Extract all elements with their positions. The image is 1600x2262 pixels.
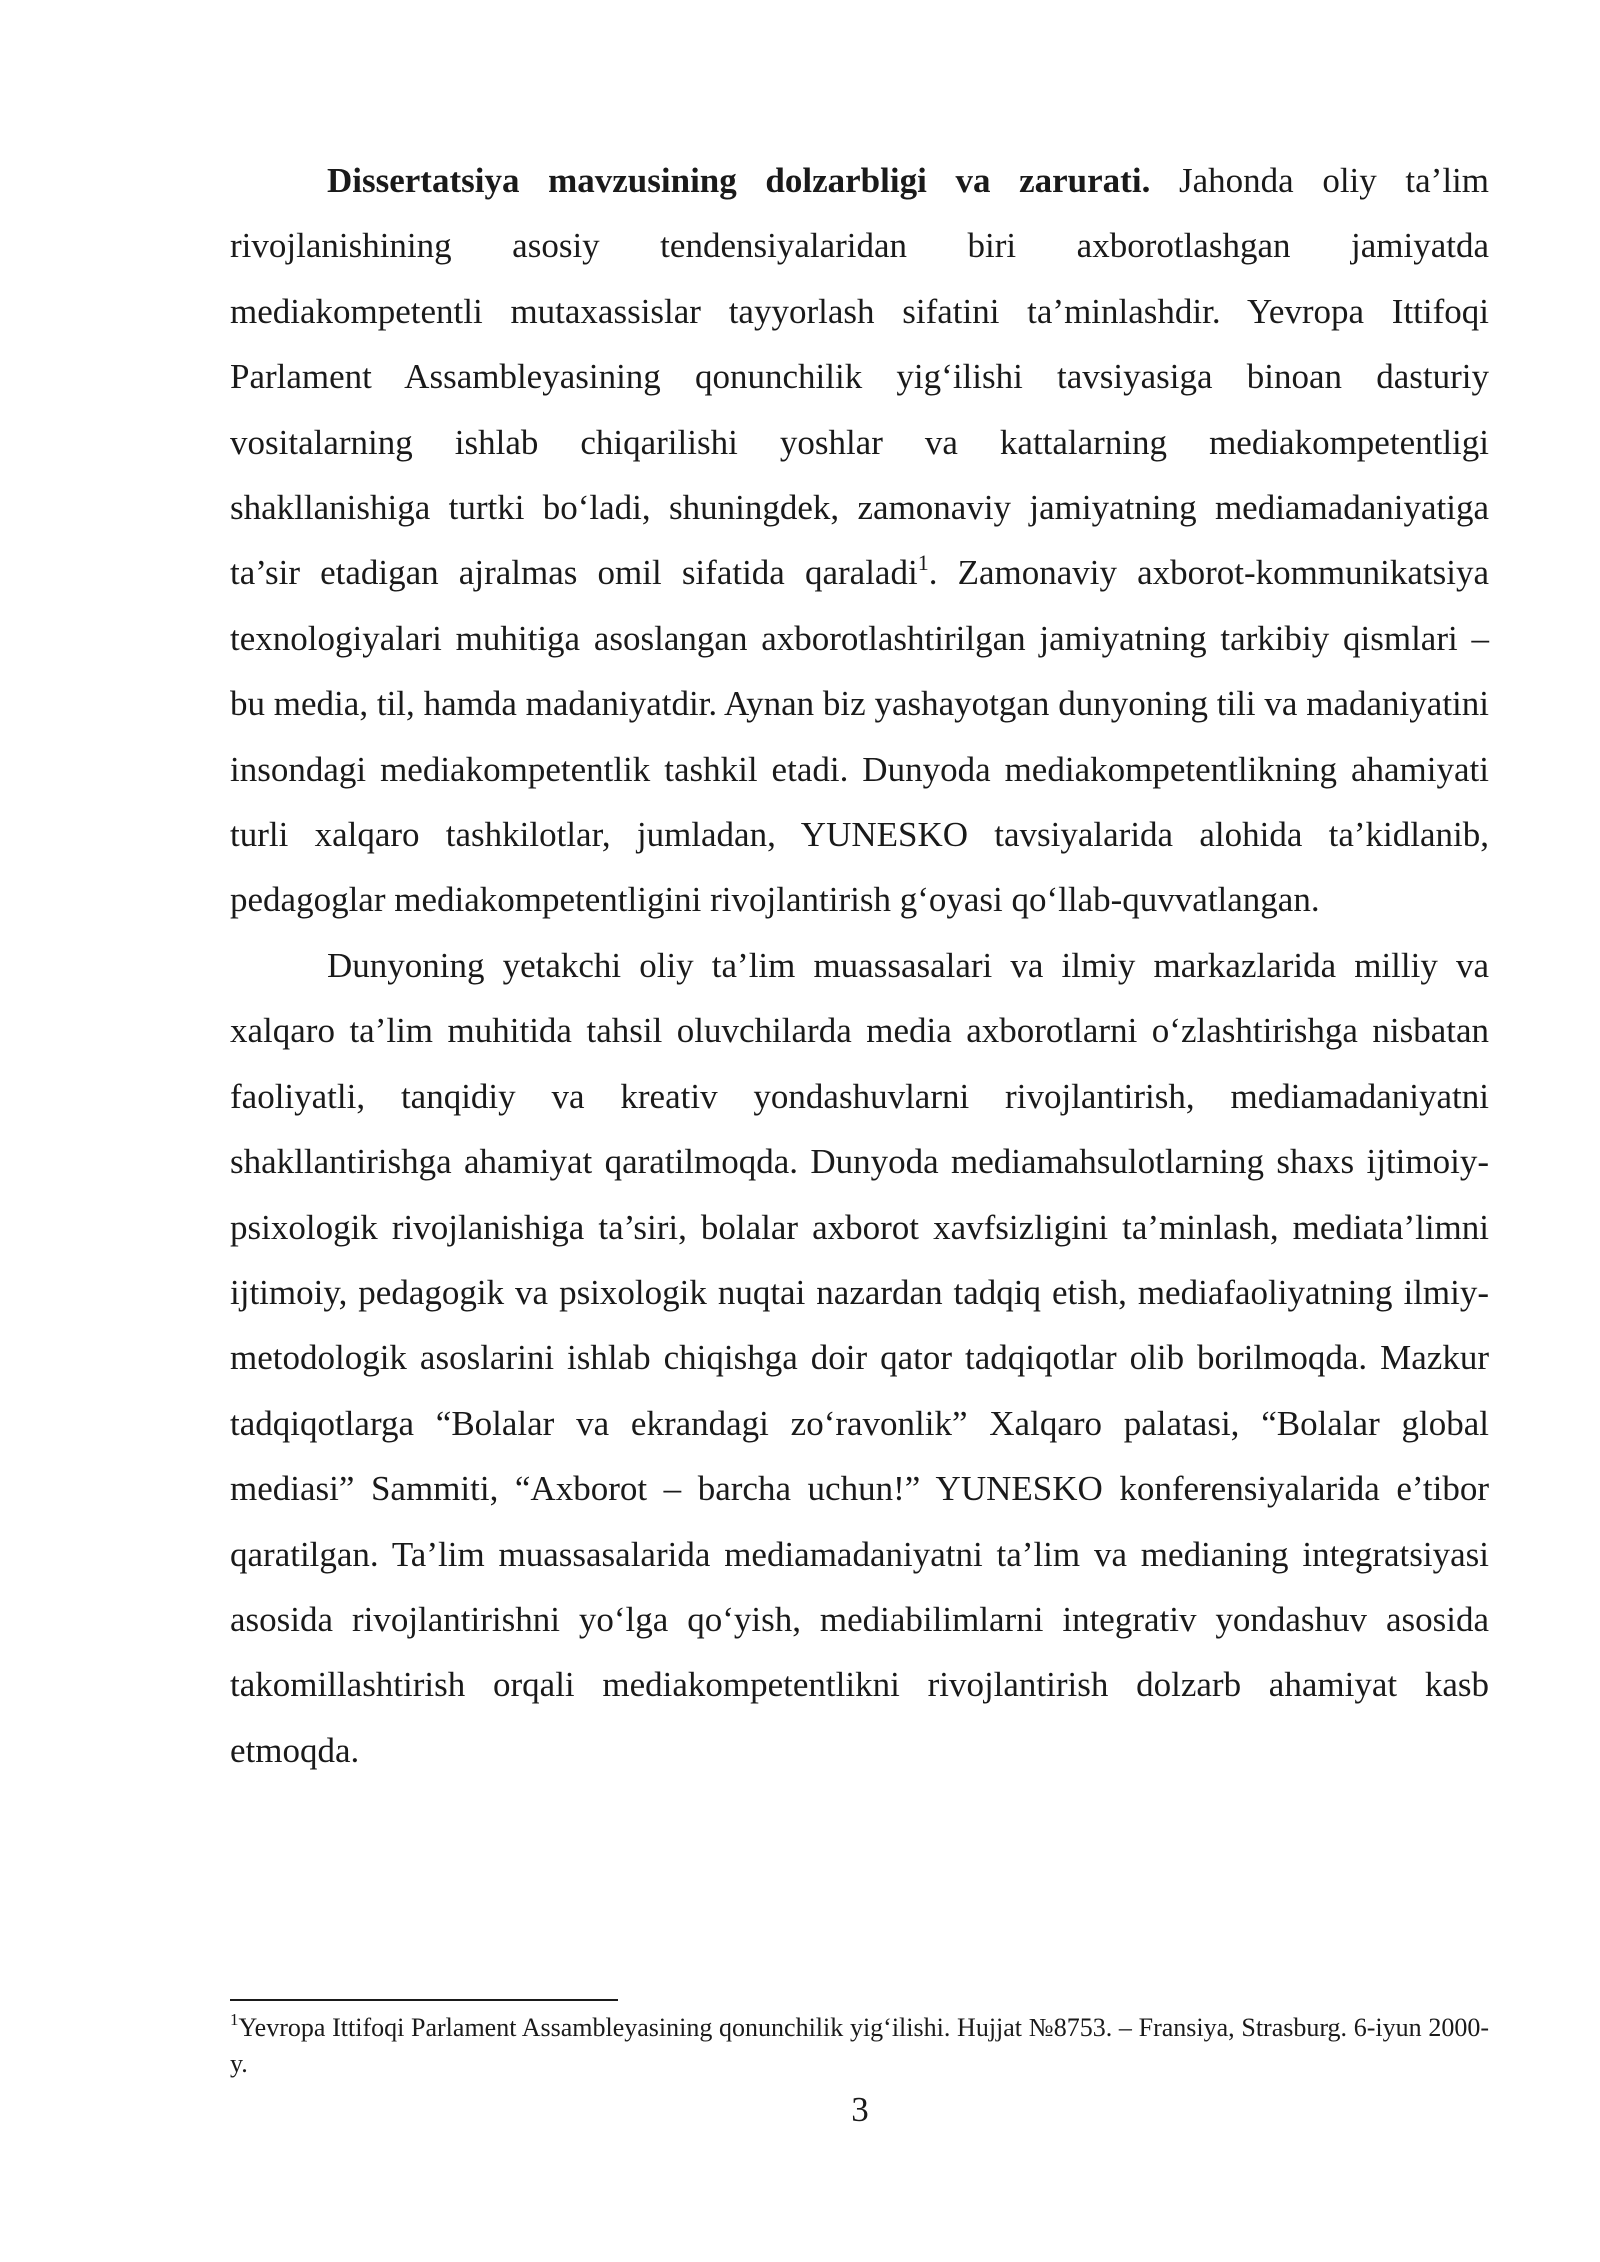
footnote-reference: 1 [917,550,929,576]
footnote-separator [230,1999,618,2001]
body-text [230,148,1489,1783]
section-heading: Dissertatsiya mavzusining dolzarbligi va zarurati. [327,161,1151,200]
paragraph-relevance [230,148,1489,933]
paragraph-research-context: Dunyoning yetakchi oliy ta’lim muassasalari va ilmiy markazlarida milliy va xalqaro ta’lim muhitida tahsil oluvchilarda media axborotlarni o‘zlashtirishga nisbatan faoliyatli, tanqidiy va kreativ yondashuvlarni rivojlantirish, mediamadaniyatni shakllantirishga ahamiyat qaratilmoqda. Dunyoda mediamahsulotlarning shaxs ijtimoiy-psixologik rivojlanishiga ta’siri, bolalar axborot xavfsizligini ta’minlash, mediata’limni ijtimoiy, pedagogik va psixologik nuqtai nazardan tadqiq etish, mediafaoliyatning ilmiy-metodologik asoslarini ishlab chiqishga doir qator tadqiqotlar olib borilmoqda. Mazkur tadqiqotlarga “Bolalar va ekrandagi zo‘ravonlik” Xalqaro palatasi, “Bolalar global mediasi” Sammiti, “Axborot – barcha uchun!” YUNESKO konferensiyalarida e’tibor qaratilgan. Ta’lim muassasalarida mediamadaniyatni ta’lim va medianing integratsiyasi asosida rivojlantirishni yo‘lga qo‘yish, mediabilimlarni integrativ yondashuv asosida takomillashtirish orqali mediakompetentlikni rivojlantirish dolzarb ahamiyat kasb etmoqda. [230,945,1489,1770]
footnote-marker: 1 [230,2010,239,2029]
page-number: 3 [851,2090,869,2129]
paragraph-text: Jahonda oliy ta’lim rivojlanishining asosiy tendensiyalaridan biri axborotlashgan jamiyatda mediakompetentli mutaxassislar tayyorlash sifatini ta’minlashdir. Yevropa Ittifoqi Parlament Assambleyasining qonunchilik yig‘ilishi tavsiyasiga binoan dasturiy vositalarning ishlab chiqarilishi yoshlar va kattalarning mediakompetentligi shakllanishiga turtki bo‘ladi, shuningdek, zamonaviy jamiyatning mediamadaniyatiga ta’sir etadigan ajralmas omil sifatida qaraladi [230,161,1490,593]
paragraph-text-continued: . Zamonaviy axborot-kommunikatsiya texnologiyalari muhitiga asoslangan axborotlashtirilgan jamiyatning tarkibiy qismlari – bu media, til, hamda madaniyatdir. Aynan biz yashayotgan dunyoning tili va madaniyatini insondagi mediakompetentlik tashkil etadi. Dunyoda mediakompetentlikning ahamiyati turli xalqaro tashkilotlar, jumladan, YUNESKO tavsiyalarida alohida ta’kidlanib, pedagoglar mediakompetentligini rivojlantirish g‘oyasi qo‘llab-quvvatlangan. [230,553,1489,920]
footnote-text: Yevropa Ittifoqi Parlament Assambleyasining qonunchilik yig‘ilishi. Hujjat №8753. – Fransiya, Strasburg. 6-iyun 2000-y. [230,2013,1489,2078]
footnote [230,2010,1489,2082]
